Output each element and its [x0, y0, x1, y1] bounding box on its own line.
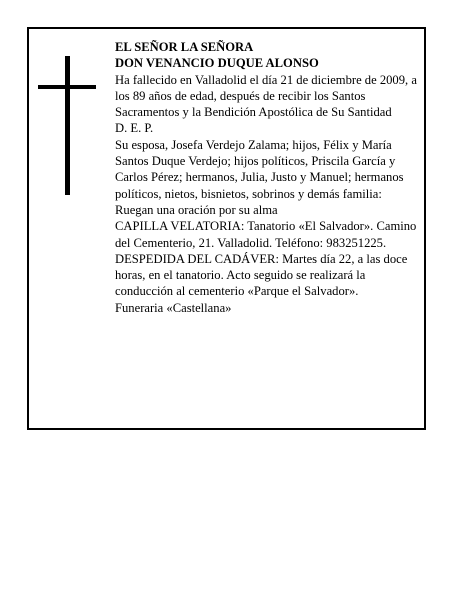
- deceased-name: DON VENANCIO DUQUE ALONSO: [115, 56, 319, 71]
- funeral-home: Funeraria «Castellana»: [115, 300, 232, 315]
- obituary-heading-title: EL SEÑOR LA SEÑORA: [115, 40, 254, 54]
- chapel-info: CAPILLA VELATORIA: Tanatorio «El Salvador». Camino del Cementerio, 21. Valladolid. Teléfono: 983251225.: [115, 219, 417, 250]
- obituary-text: [115, 39, 423, 316]
- prayer-request: Ruegan una oración por su alma: [115, 202, 278, 217]
- rip-abbreviation: D. E. P.: [115, 121, 154, 136]
- family-list: Su esposa, Josefa Verdejo Zalama; hijos, Félix y María Santos Duque Verdejo; hijos políticos, Priscila García y Carlos Pérez; hermanos, Julia, Justo y Manuel; hermanos políticos, nietos, bisnietos, sobrinos y demás familia:: [115, 137, 404, 201]
- farewell-info: DESPEDIDA DEL CADÁVER: Martes día 22, a las doce horas, en el tanatorio. Acto seguido se realizará la conducción al cementerio «Parque el Salvador».: [115, 251, 408, 299]
- cross-horizontal-bar: [38, 85, 96, 89]
- death-statement: Ha fallecido en Valladolid el día 21 de diciembre de 2009, a los 89 años de edad, después de recibir los Santos Sacramentos y la Bendición Apostólica de Su Santidad: [115, 72, 417, 120]
- cross-vertical-bar: [65, 56, 70, 195]
